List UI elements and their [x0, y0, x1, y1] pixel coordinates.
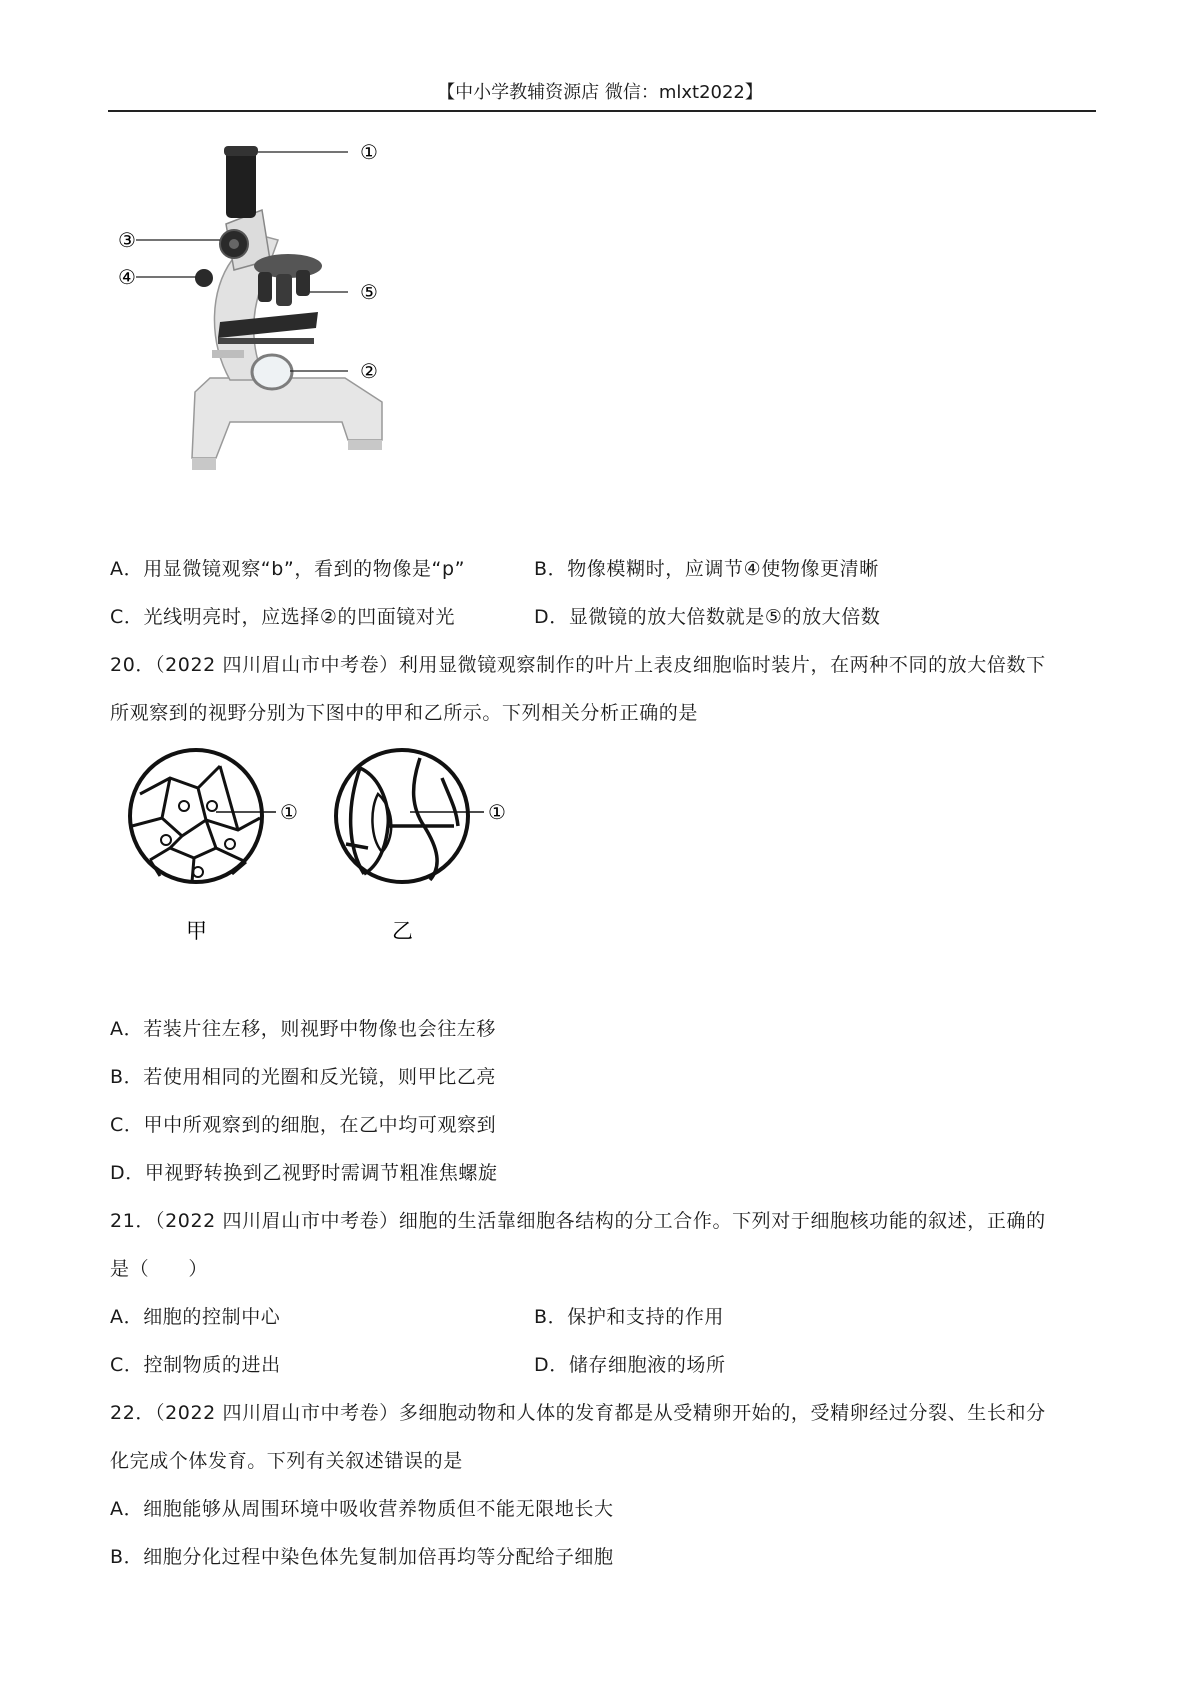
q21-stem-line2: 是（ ） [110, 1258, 209, 1280]
q20-stem-line2: 所观察到的视野分别为下图中的甲和乙所示。下列相关分析正确的是 [110, 702, 699, 724]
q21-stem-line1: 21．（2022 四川眉山市中考卷）细胞的生活靠细胞各结构的分工合作。下列对于细胞核功能的叙述，正确的 [110, 1210, 1046, 1232]
label-4: ④ [118, 265, 136, 289]
label-3: ③ [118, 228, 136, 252]
field-jia [130, 750, 298, 882]
q19-option-c: C．光线明亮时，应选择②的凹面镜对光 [110, 606, 456, 628]
q20-option-c: C．甲中所观察到的细胞，在乙中均可观察到 [110, 1114, 497, 1136]
q20-stem-line1: 20．（2022 四川眉山市中考卷）利用显微镜观察制作的叶片上表皮细胞临时装片，在两种不同的放大倍数下 [110, 654, 1046, 676]
q19-option-a: A．用显微镜观察“b”，看到的物像是“p” [110, 558, 466, 580]
fine-focus-knob [195, 269, 213, 287]
eyepiece [226, 148, 256, 218]
label-5: ⑤ [360, 280, 378, 304]
q19-option-d: D．显微镜的放大倍数就是⑤的放大倍数 [534, 606, 881, 628]
microscope-figure [120, 140, 420, 500]
field-yi-marker: ① [488, 800, 506, 824]
field-jia-marker: ① [280, 800, 298, 824]
q19-option-b: B．物像模糊时，应调节④使物像更清晰 [534, 558, 879, 580]
q20-option-b: B．若使用相同的光圈和反光镜，则甲比乙亮 [110, 1066, 497, 1088]
q21-option-c: C．控制物质的进出 [110, 1354, 281, 1376]
q20-option-a: A．若装片往左移，则视野中物像也会往左移 [110, 1018, 496, 1040]
q21-option-d: D．储存细胞液的场所 [534, 1354, 726, 1376]
field-jia-label: 甲 [186, 919, 207, 943]
field-yi [336, 750, 506, 882]
label-2: ② [360, 359, 378, 383]
field-yi-label: 乙 [392, 919, 413, 943]
q22-option-b: B．细胞分化过程中染色体先复制加倍再均等分配给子细胞 [110, 1546, 614, 1568]
q22-stem-line1: 22．（2022 四川眉山市中考卷）多细胞动物和人体的发育都是从受精卵开始的，受精卵经过分裂、生长和分 [110, 1402, 1046, 1424]
q21-option-a: A．细胞的控制中心 [110, 1306, 281, 1328]
q22-stem-line2: 化完成个体发育。下列有关叙述错误的是 [110, 1450, 463, 1472]
objective-lens [258, 272, 272, 302]
q20-option-d: D．甲视野转换到乙视野时需调节粗准焦螺旋 [110, 1162, 498, 1184]
cell-view-figure [120, 748, 580, 948]
q21-option-b: B．保护和支持的作用 [534, 1306, 725, 1328]
q22-option-a: A．细胞能够从周围环境中吸收营养物质但不能无限地长大 [110, 1498, 614, 1520]
label-1: ① [360, 140, 378, 164]
page-header: 【中小学教辅资源店 微信：mlxt2022】 [437, 82, 763, 103]
header-rule [108, 110, 1096, 112]
mirror [252, 355, 292, 389]
